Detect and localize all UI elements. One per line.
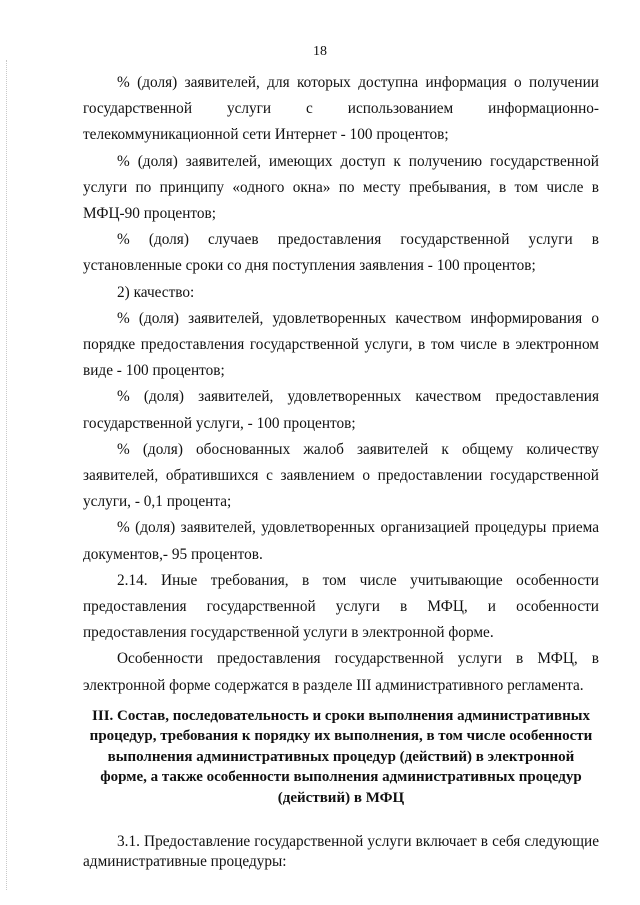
paragraph-deadlines: % (доля) случаев предоставления государственной услуги в установленные сроки со дня поступления заявления - 100 процентов;: [83, 231, 599, 275]
page-number: 18: [313, 44, 327, 59]
paragraph-internet-access: % (доля) заявителей, для которых доступна информация о получении государственной услуги с использованием информационно-телекоммуникационной сети Интернет - 100 процентов;: [83, 74, 599, 144]
paragraph-complaints: % (доля) обоснованных жалоб заявителей к общему количеству заявителей, обратившихся с заявлением о предоставлении государственной услуги, - 0,1 процента;: [83, 440, 599, 511]
paragraph-document-reception: % (доля) заявителей, удовлетворенных организацией процедуры приема документов,- 95 процентов.: [83, 519, 599, 563]
paragraph-one-window: % (доля) заявителей, имеющих доступ к получению государственной услуги по принципу «одного окна» по месту пребывания, в том числе в МФЦ-90 процентов;: [83, 152, 599, 223]
paragraph-service-quality: % (доля) заявителей, удовлетворенных качеством предоставления государственной услуги, - 100 процентов;: [83, 388, 599, 432]
section-paragraph: 3.1. Предоставление государственной услуги включает в себя следующие административные процедуры:: [83, 833, 599, 871]
paragraph-informing-quality: % (доля) заявителей, удовлетворенных качеством информирования о порядке предоставления государственной услуги, в том числе в электронном виде - 100 процентов;: [83, 309, 599, 380]
paragraph-other-requirements: 2.14. Иные требования, в том числе учитывающие особенности предоставления государственной услуги в МФЦ, и особенности предоставления государственной услуги в электронной форме.: [83, 571, 599, 642]
document-body: [83, 70, 599, 872]
paragraph-quality-heading: 2) качество:: [117, 283, 195, 301]
section-heading: III. Состав, последовательность и сроки выполнения административных процедур, требования к порядку их выполнения, в том числе особенности выполнения административных процедур (действий) в электронной форме, а также особенности выполнения административных процедур (действий) в МФЦ: [89, 707, 593, 806]
scan-margin-marks: [6, 60, 9, 890]
paragraph-mfc-features: Особенности предоставления государственной услуги в МФЦ, в электронной форме содержатся в разделе III административного регламента.: [83, 650, 599, 694]
